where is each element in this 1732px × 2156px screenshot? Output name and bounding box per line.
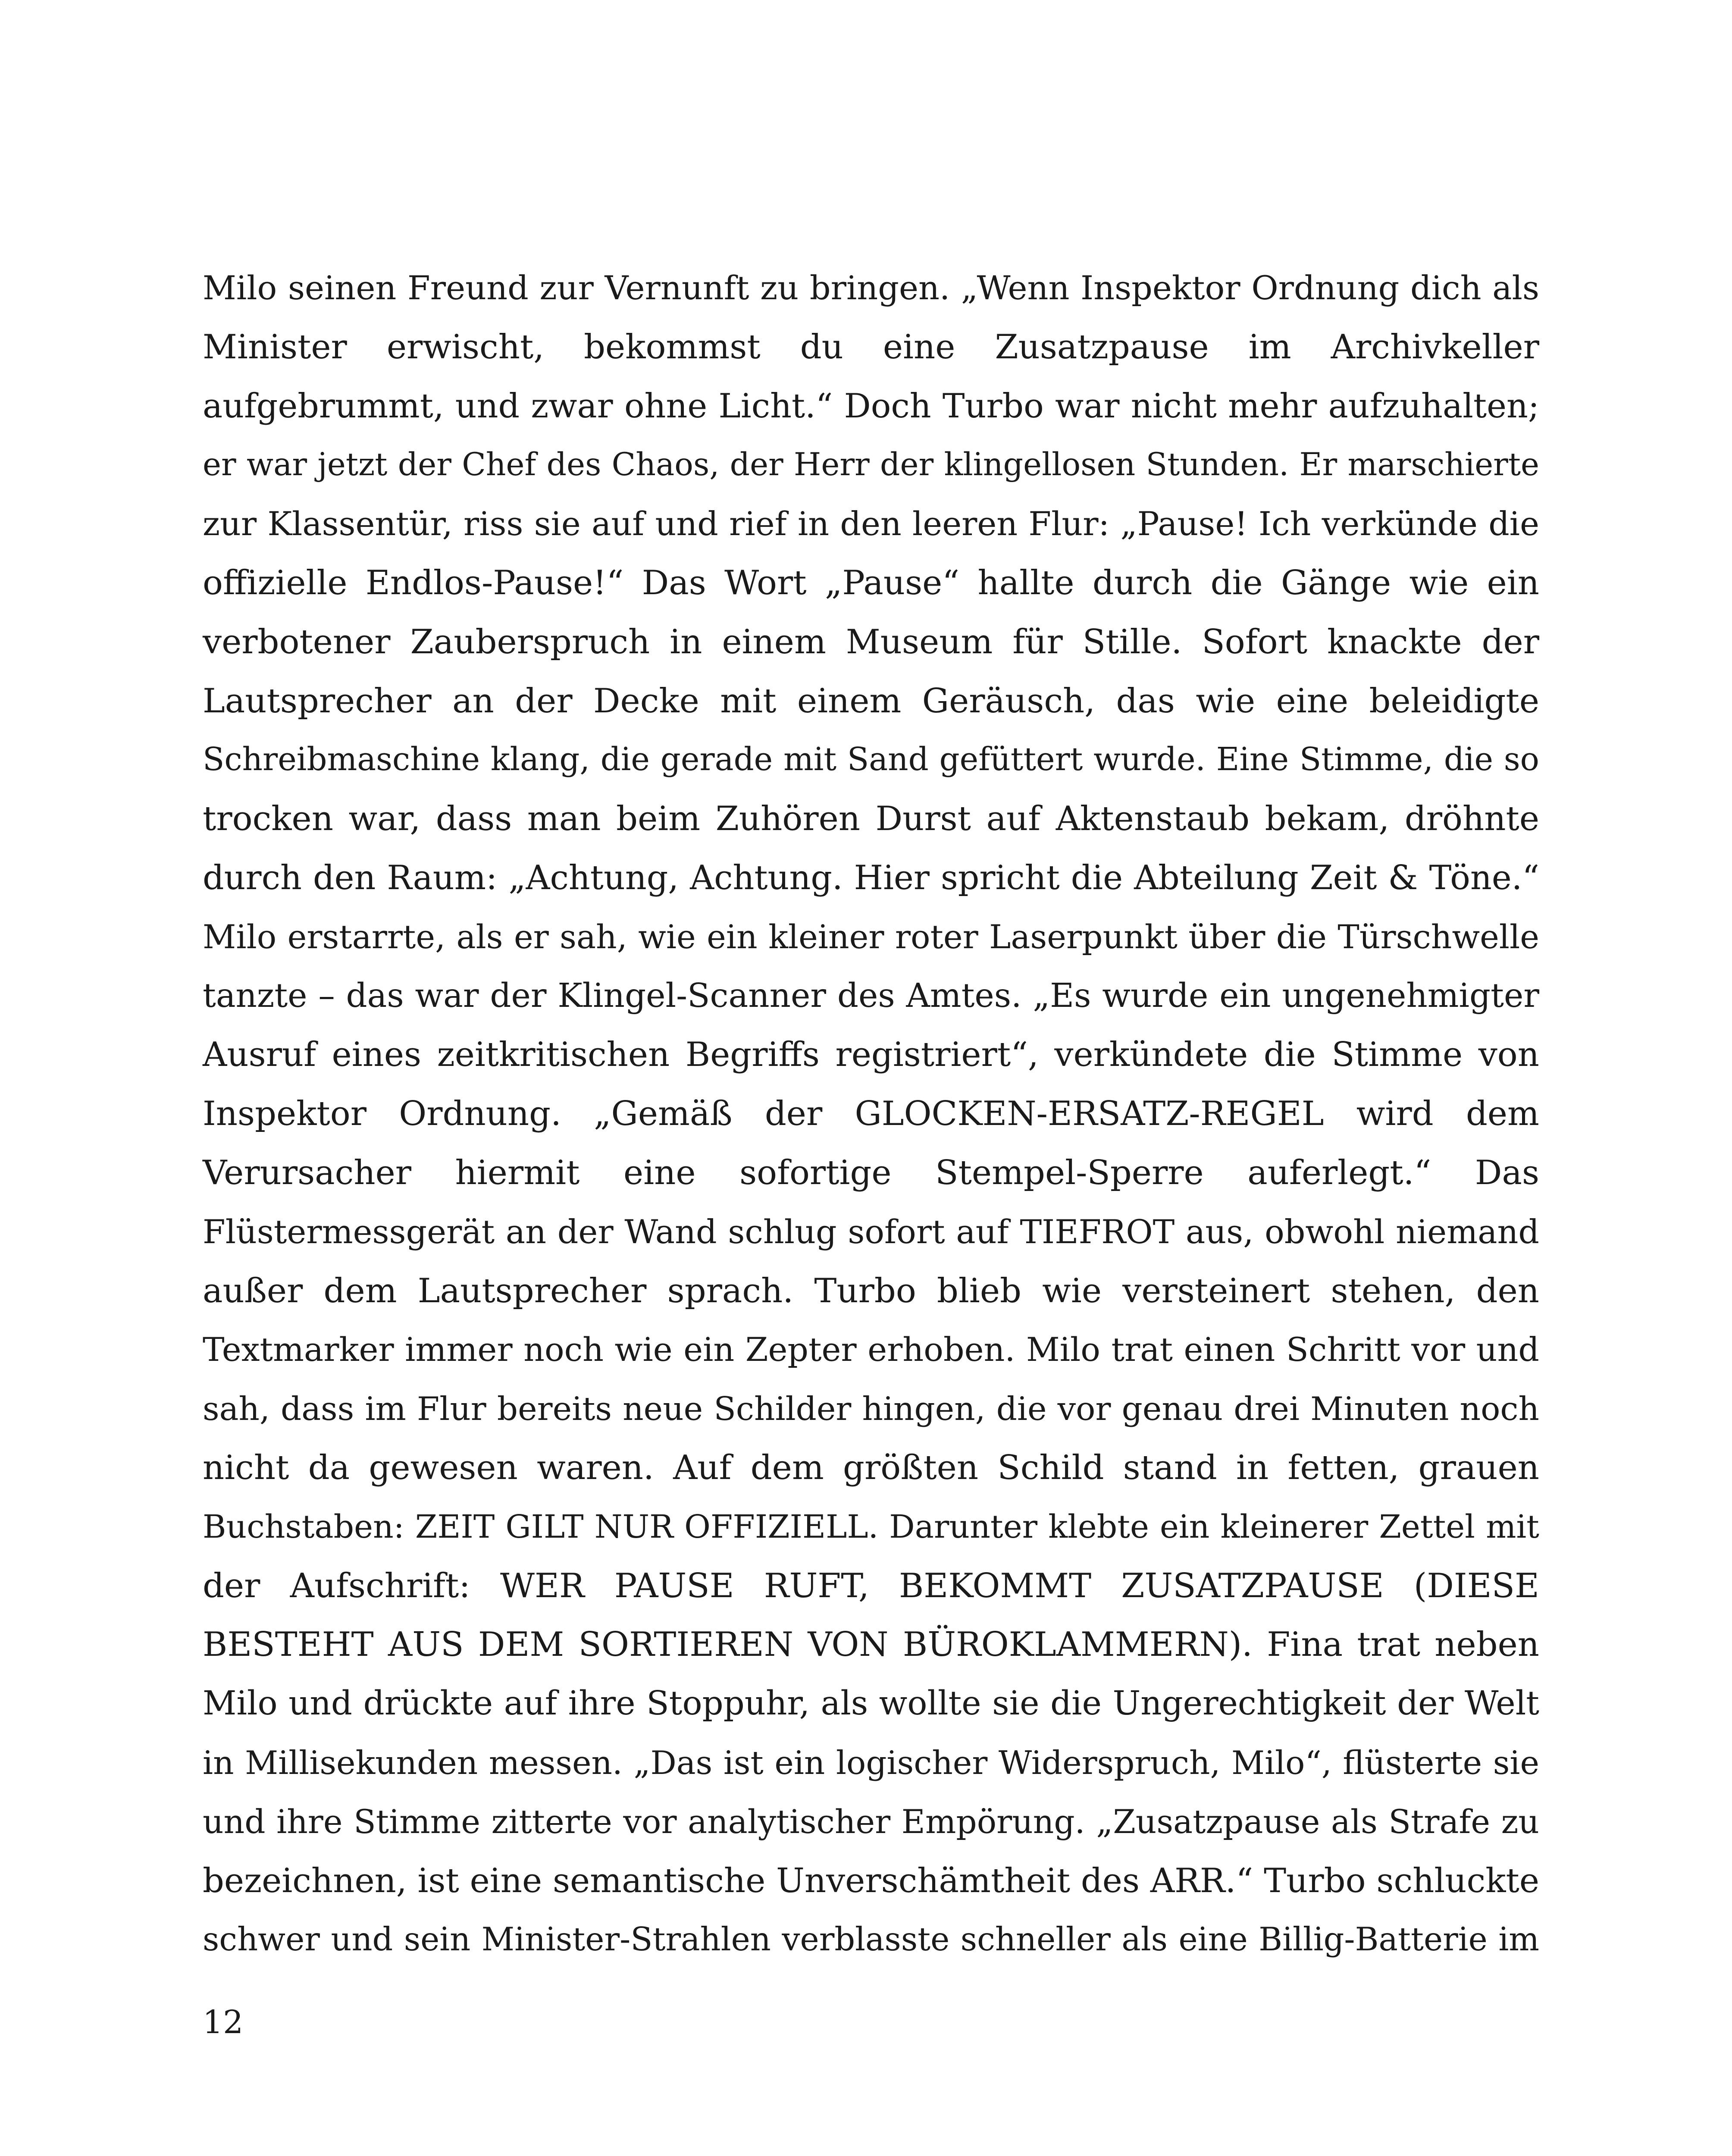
- text-line: bezeichnen, ist eine semantische Unverschämtheit des ARR.“ Turbo schluckte: [203, 1861, 1539, 1900]
- page-number: 12: [203, 2004, 244, 2041]
- text-line: nicht da gewesen waren. Auf dem größten Schild stand in fetten, grauen: [203, 1448, 1539, 1487]
- text-line: durch den Raum: „Achtung, Achtung. Hier spricht die Abteilung Zeit & Töne.“: [203, 858, 1539, 897]
- text-line: tanzte – das war der Klingel-Scanner des Amtes. „Es wurde ein ungenehmigter: [203, 976, 1539, 1015]
- text-line: sah, dass im Flur bereits neue Schilder hingen, die vor genau drei Minuten noch: [203, 1390, 1539, 1428]
- text-line: offizielle Endlos-Pause!“ Das Wort „Pause“ hallte durch die Gänge wie ein: [203, 563, 1539, 602]
- text-line: Inspektor Ordnung. „Gemäß der GLOCKEN-ERSATZ-REGEL wird dem: [203, 1094, 1539, 1134]
- text-line: BESTEHT AUS DEM SORTIEREN VON BÜROKLAMMERN). Fina trat neben: [203, 1625, 1539, 1664]
- text-line: er war jetzt der Chef des Chaos, der Herr der klingellosen Stunden. Er marschierte: [203, 447, 1539, 483]
- text-line: trocken war, dass man beim Zuhören Durst auf Aktenstaub bekam, dröhnte: [203, 799, 1539, 839]
- text-line: außer dem Lautsprecher sprach. Turbo blieb wie versteinert stehen, den: [203, 1271, 1539, 1310]
- text-line: Schreibmaschine klang, die gerade mit Sand gefüttert wurde. Eine Stimme, die so: [203, 741, 1539, 778]
- text-line: und ihre Stimme zitterte vor analytischer Empörung. „Zusatzpause als Strafe zu: [203, 1802, 1539, 1841]
- text-line: aufgebrummt, und zwar ohne Licht.“ Doch Turbo war nicht mehr aufzuhalten;: [203, 386, 1539, 426]
- text-line: schwer und sein Minister-Strahlen verblasste schneller als eine Billig-Batterie im: [203, 1921, 1539, 1959]
- text-line: in Millisekunden messen. „Das ist ein logischer Widerspruch, Milo“, flüsterte sie: [203, 1743, 1539, 1782]
- text-line: der Aufschrift: WER PAUSE RUFT, BEKOMMT ZUSATZPAUSE (DIESE: [203, 1566, 1539, 1605]
- text-line: Lautsprecher an der Decke mit einem Geräusch, das wie eine beleidigte: [203, 681, 1539, 721]
- text-line: Verursacher hiermit eine sofortige Stempel-Sperre auferlegt.“ Das: [203, 1153, 1539, 1192]
- text-line: Milo erstarrte, als er sah, wie ein kleiner roter Laserpunkt über die Türschwelle: [203, 918, 1539, 956]
- text-line: Milo und drückte auf ihre Stoppuhr, als wollte sie die Ungerechtigkeit der Welt: [203, 1684, 1539, 1723]
- text-line: zur Klassentür, riss sie auf und rief in den leeren Flur: „Pause! Ich verkünde die: [203, 505, 1539, 543]
- text-line: Milo seinen Freund zur Vernunft zu bringen. „Wenn Inspektor Ordnung dich als: [203, 269, 1539, 307]
- text-line: Textmarker immer noch wie ein Zepter erhoben. Milo trat einen Schritt vor und: [203, 1331, 1539, 1369]
- text-line: Buchstaben: ZEIT GILT NUR OFFIZIELL. Darunter klebte ein kleinerer Zettel mit: [203, 1508, 1539, 1545]
- body-text: [203, 259, 1539, 1969]
- text-line: Flüstermessgerät an der Wand schlug sofort auf TIEFROT aus, obwohl niemand: [203, 1213, 1539, 1251]
- text-line: verbotener Zauberspruch in einem Museum für Stille. Sofort knackte der: [203, 622, 1539, 661]
- text-line: Minister erwischt, bekommst du eine Zusatzpause im Archivkeller: [203, 327, 1539, 367]
- text-line: Ausruf eines zeitkritischen Begriffs registriert“, verkündete die Stimme von: [203, 1035, 1539, 1075]
